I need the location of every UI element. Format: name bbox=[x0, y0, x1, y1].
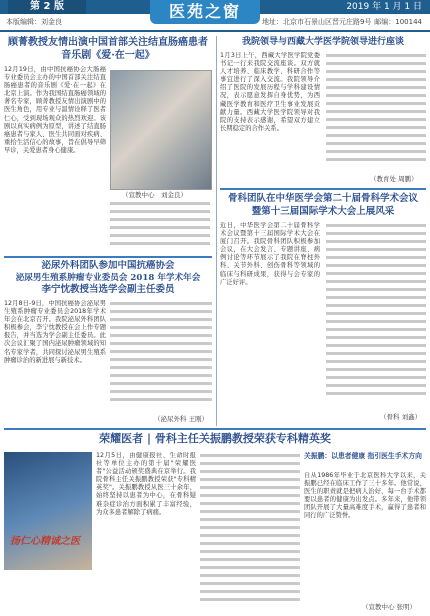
issue-date: 2019 年 1 月 1 日 bbox=[346, 2, 422, 12]
article-tibet-caption: （教育处 周鹏） bbox=[370, 175, 418, 183]
article-musical bbox=[4, 36, 212, 254]
article-award-body-lower bbox=[4, 574, 92, 614]
article-urology-continued bbox=[110, 302, 212, 410]
article-tibet-body: 1月3日上午，西藏大学医学院党委书记一行来我院交流座谈。双方就人才培养、临床教学、科研合作等事宜进行了深入交流。我院领导介绍了医院的发展历程与学科建设情况，表示愿意发挥自身优势，为西藏医学教育和医疗卫生事业发展贡献力量。西藏大学医学院领导对我院的支持表示感谢，希望双方建立长期稳定的合作关系。 bbox=[220, 52, 320, 132]
editor-credit: 本版编辑：刘金良 bbox=[6, 18, 62, 26]
article-award-caption: （宣教中心 张明） bbox=[362, 603, 417, 611]
article-musical-body: 12月19日，由中国抗癌协会大肠癌专业委员会主办的中国首部关注结直肠癌患者的音乐剧《爱·在一起》在北京上演。作为我国结直肠癌领域的著名专家，顾菁教授友情出演剧中的医生角色，用专业与温情诠释了医者仁心，受到现场观众的热烈欢迎。该剧以真实病例为原型，讲述了结直肠癌患者与家人、医生共同面对疾病、重拾生活信心的故事，旨在倡导早筛早诊，关爱患者身心健康。 bbox=[4, 66, 106, 154]
article-award bbox=[4, 432, 426, 614]
stage-photo bbox=[110, 70, 212, 190]
article-tibet-continued bbox=[326, 54, 426, 166]
header-divider bbox=[0, 30, 430, 32]
article-ortho-title-2: 暨第十三届国际学术大会上展风采 bbox=[251, 206, 395, 217]
article-ortho-caption: （骨科 刘鑫） bbox=[380, 413, 422, 421]
article-ortho-title-1: 骨科团队在中华医学会第二十届骨科学术会议 bbox=[227, 193, 418, 204]
article-orthopedics-conference bbox=[220, 192, 426, 426]
header-info-row bbox=[0, 16, 430, 28]
column-divider bbox=[216, 36, 217, 426]
article-award-continued bbox=[200, 454, 300, 610]
article-urology bbox=[4, 260, 212, 426]
article-musical-title-2: 音乐剧《爱·在一起》 bbox=[61, 50, 155, 61]
sidebar-body: 自从1986年毕业于北京医科大学以来，关振鹏已经在临床工作了三十多年。他常说，医生的职责就是把病人治好，每一台手术都要以患者的健康为出发点。多年来，他带领团队开展了大量高难度手术，赢得了患者和同行的广泛赞誉。 bbox=[304, 472, 426, 520]
article-urology-title-2: 泌尿男生殖系肿瘤专业委员会 2018 年学术年会 bbox=[15, 273, 201, 283]
article-award-body: 12月5日，由健康报社、生命时报社等单位主办的第十届"荣耀医者"公益活动颁奖盛典在京举行。我院骨科主任关振鹏教授荣获"专科精英奖"。关振鹏教授从医三十余年，始终坚持以患者为中心，在骨科疑难杂症诊治方面积累了丰富经验，为众多患者解除了病痛。 bbox=[96, 452, 196, 516]
article-tibet bbox=[220, 36, 426, 186]
sidebar-heading: 关振鹏：以患者健康 指引医生手术方向 bbox=[304, 452, 422, 460]
article-musical-caption: （宣教中心 刘金良） bbox=[122, 191, 187, 199]
article-ortho-continued bbox=[326, 224, 426, 404]
article-urology-caption: （泌尿外科 王刚） bbox=[154, 415, 209, 423]
article-award-title: 荣耀医者 | 骨科主任关振鹏教授荣获专科精英奖 bbox=[99, 432, 331, 445]
article-urology-body: 12月8日-9日，中国抗癌协会泌尿男生殖系肿瘤专业委员会2018年学术年会在北京召开。我院泌尿外科团队积极参会，李宁忱教授在会上作专题报告，并当选为学会副主任委员。此次会议汇聚了国内泌尿肿瘤领域的知名专家学者，共同探讨泌尿男生殖系肿瘤诊治的新进展与新技术。 bbox=[4, 300, 106, 364]
article-musical-continued bbox=[110, 202, 210, 252]
page-number-label: 第 2 版 bbox=[8, 0, 86, 14]
section-divider-left bbox=[4, 256, 212, 258]
article-award-sidebar bbox=[304, 452, 426, 612]
section-title: 医苑之窗 bbox=[150, 0, 260, 24]
article-urology-title-1: 泌尿外科团队参加中国抗癌协会 bbox=[41, 260, 175, 271]
article-tibet-title: 我院领导与西藏大学医学院领导进行座谈 bbox=[241, 37, 404, 47]
address: 地址：北京市石景山区晋元庄路9号 bbox=[262, 18, 372, 26]
section-divider bbox=[220, 188, 426, 190]
article-urology-title-3: 李宁忱教授当选学会副主任委员 bbox=[41, 284, 175, 295]
section-divider-bottom bbox=[4, 428, 426, 430]
doctor-portrait-photo bbox=[4, 452, 92, 570]
article-ortho-body: 近日，中华医学会第二十届骨科学术会议暨第十三届国际学术大会在厦门召开。我院骨科团队积极参加会议，在大会发言、专题讲座、病例讨论等环节展示了我院在脊柱外科、关节外科、创伤骨科等领域的临床与科研成果，获得与会专家的广泛好评。 bbox=[220, 222, 320, 286]
doctor-calligraphy-signature: 扬仁心精诚之医 bbox=[10, 536, 80, 547]
article-musical-title-1: 顾菁教授友情出演中国首部关注结直肠癌患者 bbox=[8, 37, 208, 48]
postcode: 邮编：100144 bbox=[374, 18, 422, 26]
